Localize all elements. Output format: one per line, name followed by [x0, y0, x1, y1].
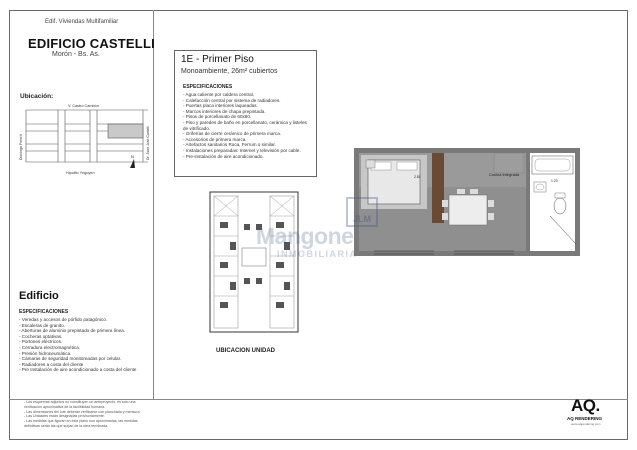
unit-subtitle: Monoambiente, 26m² cubiertos [181, 68, 278, 75]
list-item: - Pisos de porcellanato de 60x60. [183, 114, 252, 120]
watermark-badge: JLM [346, 197, 378, 227]
svg-text:N: N [131, 154, 134, 159]
building-specs-title: ESPECIFICACIONES [19, 309, 69, 315]
washbasin-icon [534, 182, 546, 192]
project-title: EDIFICIO CASTELLI [28, 36, 155, 51]
list-item: - Escaleras de granito. [19, 322, 65, 328]
list-item: - Las medidas que figuran en este plano son aproximadas, las medidas definitivas serán las que surjan de la obra terminada. [24, 419, 138, 428]
unit-code: 1E - Primer Piso [181, 54, 254, 65]
nightstand-icon [366, 160, 375, 168]
list-item: - Aberturas de aluminio prepintado de primera línea. [19, 328, 125, 334]
unit-specs-list [183, 92, 313, 159]
list-item: - Las dimensiones del lote deberán verificarse con planchada y mensura. [24, 409, 141, 414]
aq-brand-name: AQ RENDERING [567, 416, 603, 421]
floor-plan [354, 148, 584, 260]
site-lot [108, 124, 143, 138]
list-item: - Artefactos sanitarios Roca, Ferrum o similar. [183, 142, 276, 148]
list-item: - Pre-instalación de aire acondicionado. [183, 153, 264, 159]
street-top: V. Castro Cambón [68, 104, 99, 108]
aq-brand-url: www.aqrendering.com [571, 422, 601, 426]
watermark-brand: Mangone [256, 223, 354, 249]
list-item: - Los esquemas adjuntos no constituyen un anteproyecto, es solo una verificación aproximativa de la factibilidad humana. [24, 400, 136, 409]
list-item: - Cámaras de seguridad monitoreadas por celular. [19, 356, 122, 362]
north-arrow-icon [130, 154, 135, 168]
disclaimer-notes [24, 400, 144, 429]
project-location: Morón - Bs. As. [52, 51, 100, 58]
building-title: Edificio [19, 290, 59, 302]
location-label: Ubicación: [20, 93, 54, 100]
location-map [18, 100, 150, 180]
kitchen-label: Cocina integrada [489, 172, 520, 177]
list-item: - Portones eléctricos. [19, 339, 63, 345]
unit-specs-title: ESPECIFICACIONES [183, 84, 233, 90]
list-item: - Radiadores a costa del cliente [19, 361, 84, 367]
list-item: - Accesorios de primera marca. [183, 136, 247, 142]
list-item: - Puertas placa interiores laqueadas. [183, 103, 258, 109]
aq-logo: AQ. [571, 396, 600, 415]
wood-partition [432, 153, 444, 223]
list-item: - Presión hidroneumática. [19, 350, 72, 356]
street-left: Domingo French [19, 134, 23, 160]
list-item: - Agua caliente por caldera central. [183, 92, 254, 97]
street-bottom: Hipólito Yrigoyen [66, 171, 95, 175]
list-item: - Las Unidades están designadas provisoriamente. [24, 414, 105, 419]
list-item: - Instalaciones preparadas: Internet y televisión por cable. [183, 147, 301, 153]
kitchen-counter [494, 153, 524, 173]
list-item: - Pre Instalación de aire acondicionado a costa del cliente [19, 367, 137, 373]
project-type: Edif. Viviendas Multifamiliar [45, 19, 119, 25]
column-divider [153, 10, 154, 400]
dim-left: 2.81 [414, 175, 421, 179]
unit-location-label: UBICACION UNIDAD [216, 348, 275, 354]
dim-right: 1.20 [551, 179, 558, 183]
list-item: - Calefacción central por sistema de radiadores. [183, 97, 281, 103]
list-item: - Piso y paredes de baño en porcellanato, cerámica y listeles de vitrificado. [183, 119, 307, 131]
building-specs-list [19, 317, 147, 373]
watermark-brand-sub: INMOBILIARIA [277, 249, 358, 259]
list-item: - Veredas y accesos de pórfido patagónico. [19, 317, 108, 322]
list-item: - Griferías de cierre cerámico de primera marca. [183, 131, 282, 137]
street-right: Dr. Juan José Castelli [146, 126, 150, 160]
list-item: - Marcos interiores de chapa prepintada. [183, 108, 266, 114]
toilet-icon [554, 193, 566, 214]
list-item: - Cocheras optativas. [19, 333, 63, 339]
list-item: - Cerradura electromagnética. [19, 344, 81, 350]
building-footprint [200, 188, 305, 338]
bathtub-icon [532, 156, 573, 174]
